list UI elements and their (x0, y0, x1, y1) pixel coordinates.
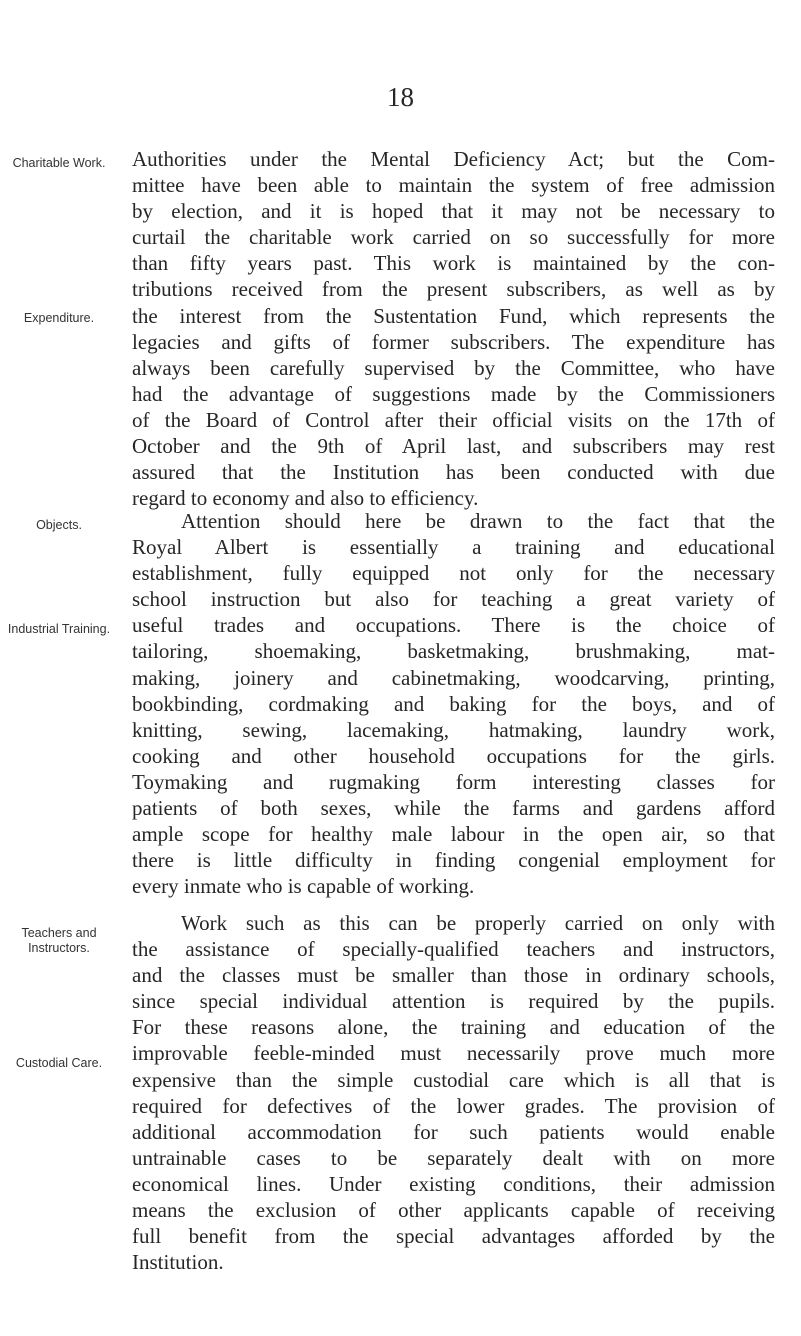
text-line: the interest from the Sustentation Fund, which represents the (132, 303, 775, 328)
text-line: there is little difficulty in finding congenial employment for (132, 848, 775, 873)
text-line: means the exclusion of other applicants capable of receiving (132, 1198, 775, 1223)
text-line: mittee have been able to maintain the system of free admission (132, 173, 775, 198)
text-line: every inmate who is capable of working. (132, 874, 475, 899)
text-line: economical lines. Under existing conditions, their admission (132, 1171, 775, 1196)
text-line: knitting, sewing, lacemaking, hatmaking, laundry work, (132, 717, 775, 742)
text-line: ample scope for healthy male labour in the open air, so that (132, 822, 775, 847)
paragraph-teachers (132, 910, 775, 1275)
text-line: expensive than the simple custodial care which is all that is (132, 1067, 775, 1092)
text-line: since special individual attention is required by the pupils. (132, 989, 775, 1014)
text-line: improvable feeble-minded must necessarily prove much more (132, 1041, 775, 1066)
paragraph-objects (132, 508, 775, 899)
sidenote-objects: Objects. (36, 518, 82, 532)
text-line: untrainable cases to be separately dealt with on more (132, 1145, 775, 1170)
text-line: patients of both sexes, while the farms and gardens afford (132, 796, 775, 821)
text-line: than fifty years past. This work is maintained by the con- (132, 251, 775, 276)
text-line: Authorities under the Mental Deficiency Act; but the Com- (132, 147, 775, 171)
text-line: bookbinding, cordmaking and baking for the boys, and of (132, 691, 775, 716)
text-line: Institution. (132, 1250, 224, 1275)
sidenote-expenditure: Expenditure. (23, 311, 95, 325)
text-line: cooking and other household occupations for the girls. (132, 743, 775, 768)
sidenote-custodial-care: Custodial Care. (15, 1056, 103, 1070)
text-line: Toymaking and rugmaking form interesting classes for (132, 769, 775, 794)
text-line: always been carefully supervised by the Committee, who have (132, 355, 775, 380)
text-line: of the Board of Control after their official visits on the 17th of (132, 407, 775, 432)
text-line: full benefit from the special advantages afforded by the (132, 1224, 775, 1249)
text-line: required for defectives of the lower grades. The provision of (132, 1093, 775, 1118)
text-line: additional accommodation for such patients would enable (132, 1119, 775, 1144)
text-line: the assistance of specially-qualified teachers and instructors, (132, 937, 775, 962)
text-line: Attention should here be drawn to the fact that the (181, 509, 775, 533)
text-line: October and the 9th of April last, and subscribers may rest (132, 434, 775, 459)
paragraph-charitable-work (132, 146, 775, 511)
text-line: establishment, fully equipped not only for the necessary (132, 561, 775, 586)
text-line: curtail the charitable work carried on so successfully for more (132, 225, 775, 250)
text-line: For these reasons alone, the training and education of the (132, 1015, 775, 1040)
text-line: had the advantage of suggestions made by the Commissioners (132, 381, 775, 406)
text-line: making, joinery and cabinetmaking, woodcarving, printing, (132, 665, 775, 690)
text-line: school instruction but also for teaching a great variety of (132, 587, 775, 612)
text-line: tributions received from the present subscribers, as well as by (132, 277, 775, 302)
text-line: and the classes must be smaller than those in ordinary schools, (132, 963, 775, 988)
sidenote-charitable-work: Charitable Work. (12, 156, 106, 170)
text-line: assured that the Institution has been conducted with due (132, 460, 775, 485)
text-line: legacies and gifts of former subscribers. The expenditure has (132, 329, 775, 354)
text-line: Work such as this can be properly carried on only with (181, 911, 775, 935)
text-line: regard to economy and also to efficiency. (132, 486, 479, 511)
page-number: 18 (387, 82, 414, 112)
text-line: tailoring, shoemaking, basketmaking, brushmaking, mat- (132, 639, 775, 664)
text-line: by election, and it is hoped that it may not be necessary to (132, 199, 775, 224)
sidenote-teachers-and-instructors: Teachers and Instructors. (21, 926, 97, 955)
text-line: Royal Albert is essentially a training and educational (132, 535, 775, 560)
text-line: useful trades and occupations. There is the choice of (132, 613, 775, 638)
sidenote-industrial-training: Industrial Training. (7, 622, 111, 636)
